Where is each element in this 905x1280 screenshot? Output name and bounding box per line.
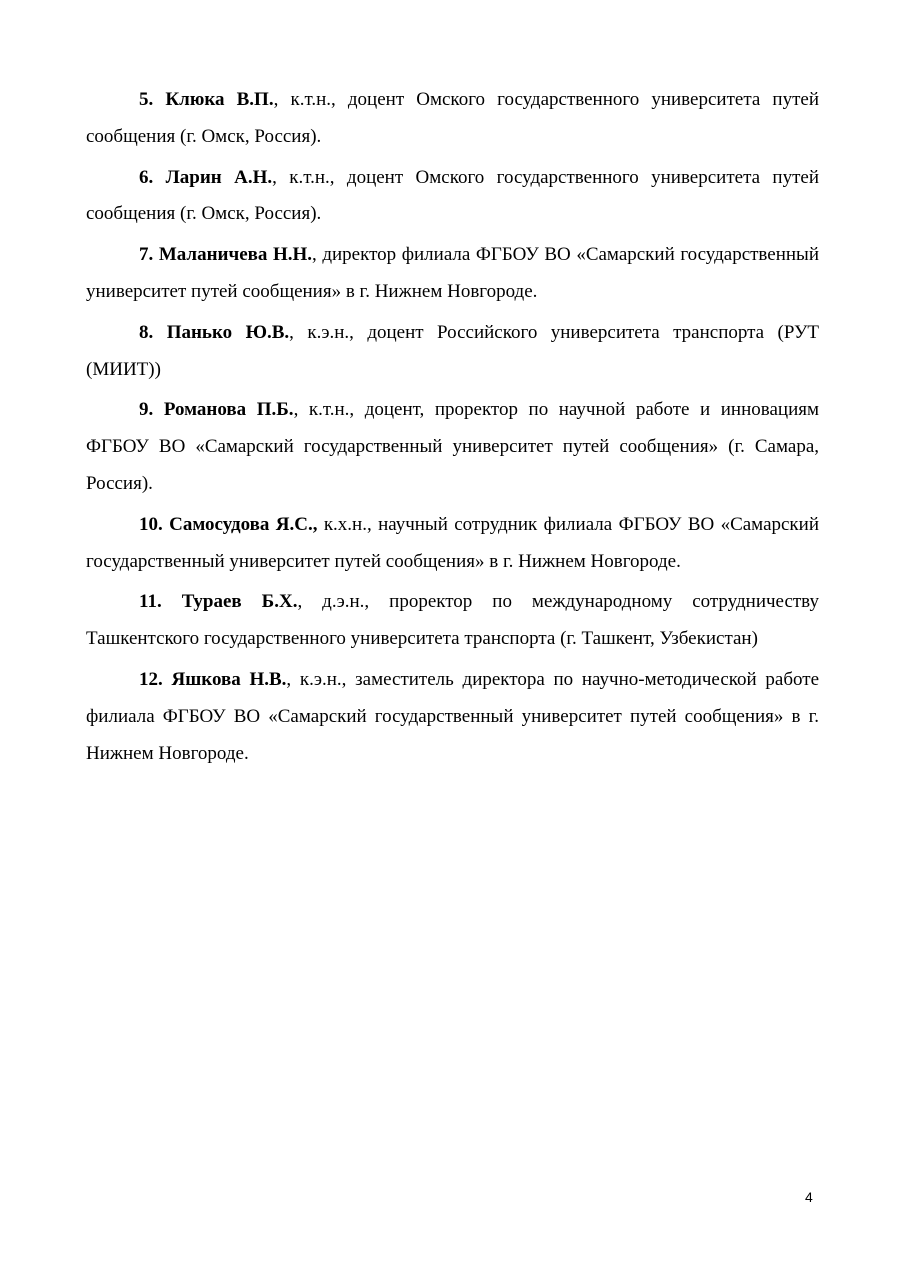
document-body: [86, 82, 819, 776]
list-item: [86, 662, 819, 772]
list-item: [86, 237, 819, 311]
list-item: [86, 315, 819, 389]
entry-number: 12.: [139, 668, 163, 690]
entry-number: 9.: [139, 399, 154, 421]
list-item: [86, 82, 819, 156]
entry-name: Самосудова Я.С.,: [169, 513, 318, 535]
entry-name: Ларин А.Н.: [165, 166, 273, 188]
entry-description: , директор филиала ФГБОУ ВО «Самарский государственный университет путей сообщения» в г. Нижнем Новгороде.: [86, 244, 819, 302]
entry-description: к.х.н., научный сотрудник филиала ФГБОУ ВО «Самарский государственный университет путей сообщения» в г. Нижнем Новгороде.: [86, 513, 819, 572]
entry-number: 11.: [139, 591, 162, 613]
entry-number: 8.: [139, 321, 154, 343]
entry-description: , к.э.н., заместитель директора по научно-методической работе филиала ФГБОУ ВО «Самарский государственный университет путей сообщения» в г. Нижнем Новгороде.: [86, 668, 820, 764]
entry-number: 10.: [139, 513, 163, 535]
entry-description: , к.т.н., доцент Омского государственного университета путей сообщения (г. Омск, Россия).: [86, 166, 819, 225]
list-item: [86, 507, 819, 581]
entry-number: 7.: [139, 244, 154, 266]
entry-description: , к.т.н., доцент, проректор по научной работе и инновациям ФГБОУ ВО «Самарский государственный университет путей сообщения» (г. Самара, Россия).: [86, 399, 819, 494]
entry-description: , д.э.н., проректор по международному сотрудничеству Ташкентского государственного университета транспорта (г. Ташкент, Узбекистан): [86, 591, 820, 650]
entry-number: 5.: [139, 89, 154, 110]
entry-name: Яшкова Н.В.: [171, 668, 287, 690]
page-number: 4: [805, 1189, 813, 1205]
entry-name: Клюка В.П.: [165, 89, 274, 110]
entry-description: , к.э.н., доцент Российского университета транспорта (РУТ (МИИТ)): [86, 321, 819, 380]
entry-name: Романова П.Б.: [163, 399, 294, 421]
entry-number: 6.: [139, 166, 154, 188]
entry-description: , к.т.н., доцент Омского государственного университета путей сообщения (г. Омск, Россия).: [86, 89, 819, 147]
entry-name: Панько Ю.В.: [166, 321, 290, 343]
list-item: [86, 392, 819, 502]
entry-name: Маланичева Н.Н.: [158, 244, 313, 266]
entry-name: Тураев Б.Х.: [181, 591, 298, 613]
list-item: [86, 160, 819, 234]
list-item: [86, 584, 819, 658]
